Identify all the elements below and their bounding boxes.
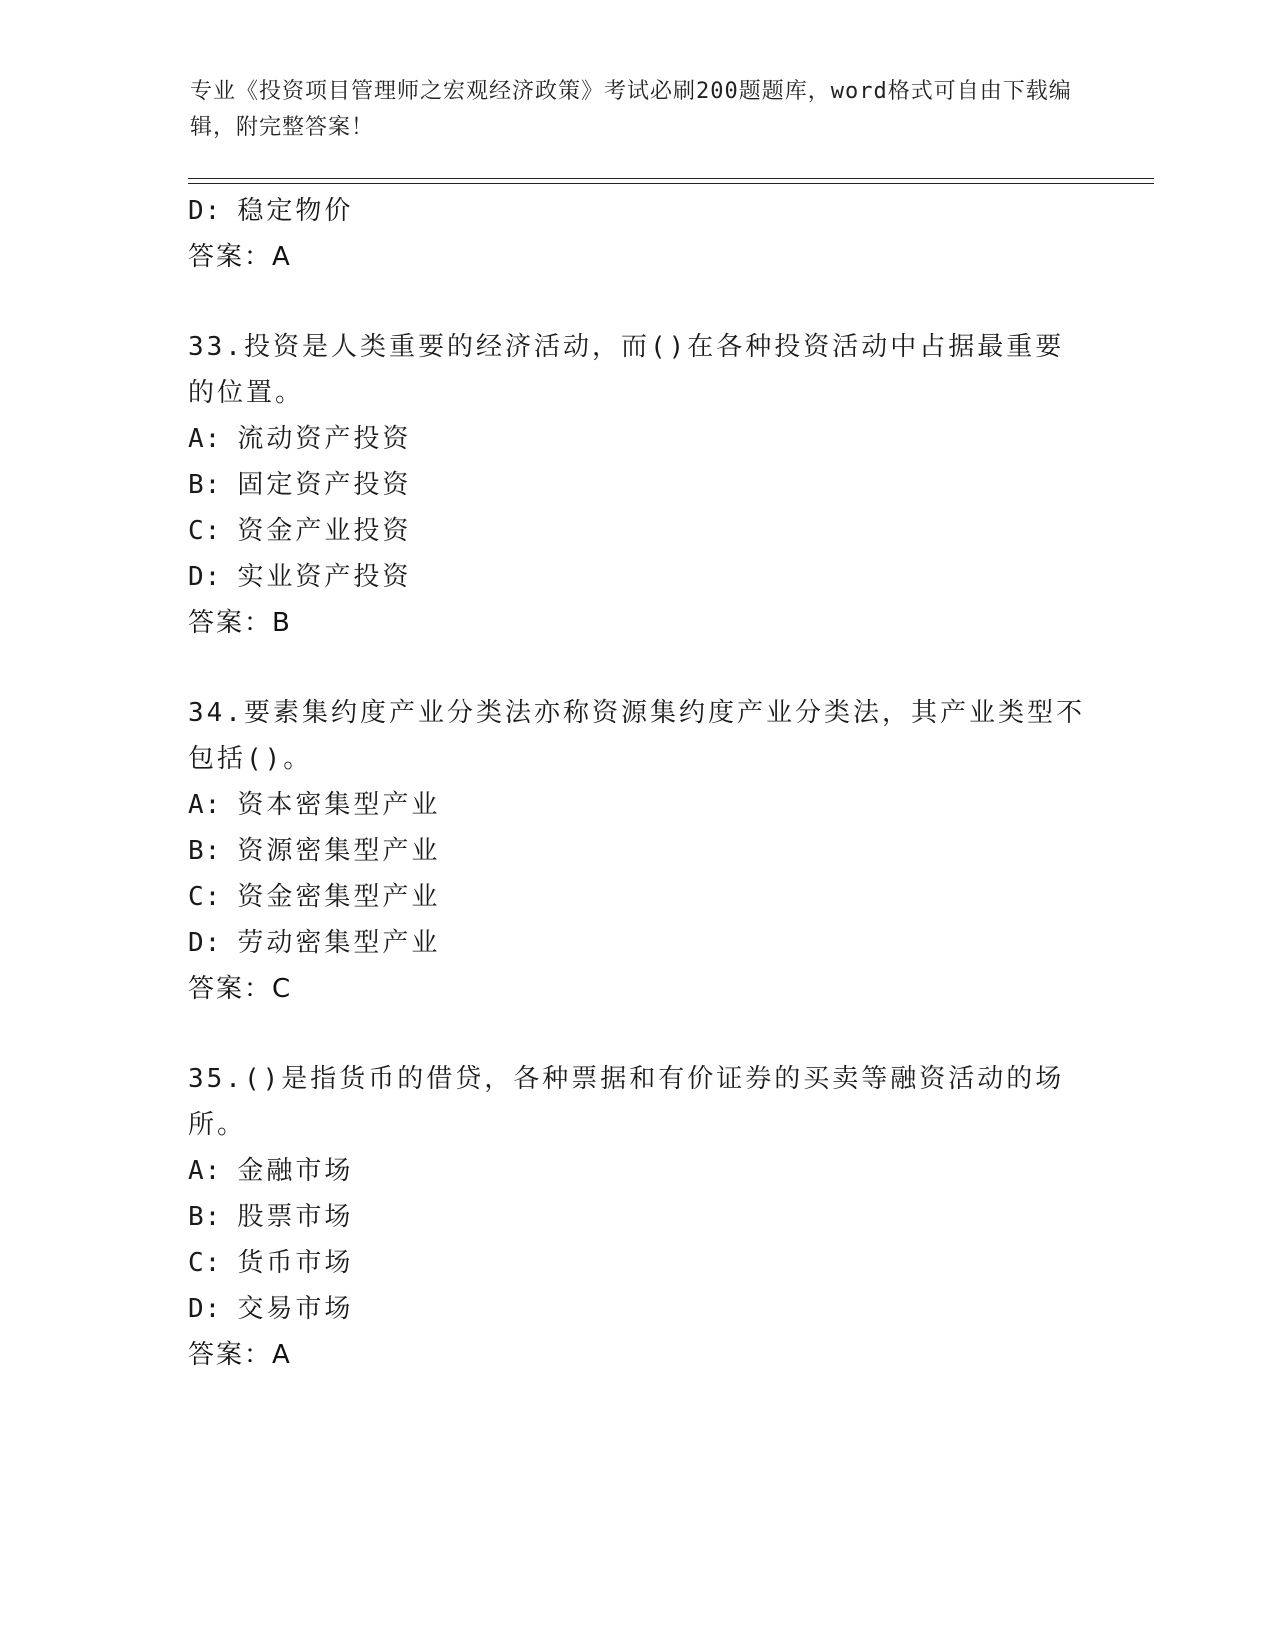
answer-value: C [272, 974, 293, 1004]
option-separator: : [204, 1202, 224, 1232]
option-text: 资金密集型产业 [237, 882, 441, 912]
option-d [188, 920, 1088, 966]
option-key: C [188, 516, 205, 546]
question-stem [188, 324, 1088, 416]
option-separator: : [204, 790, 224, 820]
option-text: 实业资产投资 [237, 562, 412, 592]
option-separator: : [204, 470, 224, 500]
answer-label: 答案： [188, 1340, 273, 1370]
question-text: 投资是人类重要的经济活动，而()在各种投资活动中占据最重要的位置。 [188, 332, 1065, 408]
question-stem [188, 1056, 1088, 1148]
answer-value: A [272, 242, 292, 272]
option-key: D [188, 1294, 205, 1324]
option-text: 交易市场 [237, 1294, 354, 1324]
option-text: 资本密集型产业 [237, 790, 441, 820]
option-b [188, 1194, 1088, 1240]
question-content [188, 188, 1088, 1378]
option-separator: : [204, 928, 224, 958]
option-separator: : [204, 562, 224, 592]
option-separator: : [204, 1248, 224, 1278]
option-c [188, 874, 1088, 920]
option-key: A [188, 790, 205, 820]
answer-line [188, 1332, 1088, 1378]
answer-line [188, 234, 1088, 280]
option-separator: : [204, 516, 224, 546]
option-text: 资金产业投资 [237, 516, 412, 546]
option-d [188, 554, 1088, 600]
answer-label: 答案： [188, 242, 273, 272]
option-text: 固定资产投资 [237, 470, 412, 500]
option-separator: : [204, 1294, 224, 1324]
answer-label: 答案： [188, 974, 273, 1004]
question-text: ()是指货币的借贷，各种票据和有价证券的买卖等融资活动的场所。 [188, 1064, 1065, 1140]
option-c [188, 508, 1088, 554]
option-a [188, 1148, 1088, 1194]
option-b [188, 462, 1088, 508]
option-text: 稳定物价 [237, 196, 354, 226]
option-c [188, 1240, 1088, 1286]
question-number: 33. [188, 332, 244, 362]
option-text: 流动资产投资 [237, 424, 412, 454]
option-key: A [188, 1156, 205, 1186]
option-separator: : [204, 1156, 224, 1186]
question-34 [188, 690, 1088, 1012]
option-text: 金融市场 [237, 1156, 354, 1186]
answer-line [188, 966, 1088, 1012]
answer-value: B [272, 608, 292, 638]
option-a [188, 416, 1088, 462]
question-35 [188, 1056, 1088, 1378]
option-key: D [188, 928, 205, 958]
page-header: 专业《投资项目管理师之宏观经济政策》考试必刷200题题库，word格式可自由下载编辑，附完整答案！ [190, 79, 1072, 140]
option-key: A [188, 424, 205, 454]
option-key: C [188, 882, 205, 912]
option-text: 劳动密集型产业 [237, 928, 441, 958]
question-number: 34. [188, 698, 244, 728]
answer-value: A [272, 1340, 292, 1370]
option-separator: : [204, 836, 224, 866]
header-rule-top [188, 178, 1154, 179]
option-key: C [188, 1248, 205, 1278]
option-key: D [188, 196, 205, 226]
answer-line [188, 600, 1088, 646]
option-a [188, 782, 1088, 828]
answer-label: 答案： [188, 608, 273, 638]
option-text: 货币市场 [237, 1248, 354, 1278]
question-text: 要素集约度产业分类法亦称资源集约度产业分类法，其产业类型不包括()。 [188, 698, 1085, 774]
option-key: B [188, 836, 205, 866]
question-number: 35. [188, 1064, 244, 1094]
question-stem [188, 690, 1088, 782]
option-key: B [188, 470, 205, 500]
header-rule-bottom [188, 183, 1154, 184]
option-separator: : [204, 882, 224, 912]
option-b [188, 828, 1088, 874]
option-key: B [188, 1202, 205, 1232]
question-33 [188, 324, 1088, 646]
option-d [188, 188, 1088, 234]
option-separator: : [204, 424, 224, 454]
option-d [188, 1286, 1088, 1332]
option-separator: : [204, 196, 224, 226]
option-key: D [188, 562, 205, 592]
option-text: 股票市场 [237, 1202, 354, 1232]
option-text: 资源密集型产业 [237, 836, 441, 866]
